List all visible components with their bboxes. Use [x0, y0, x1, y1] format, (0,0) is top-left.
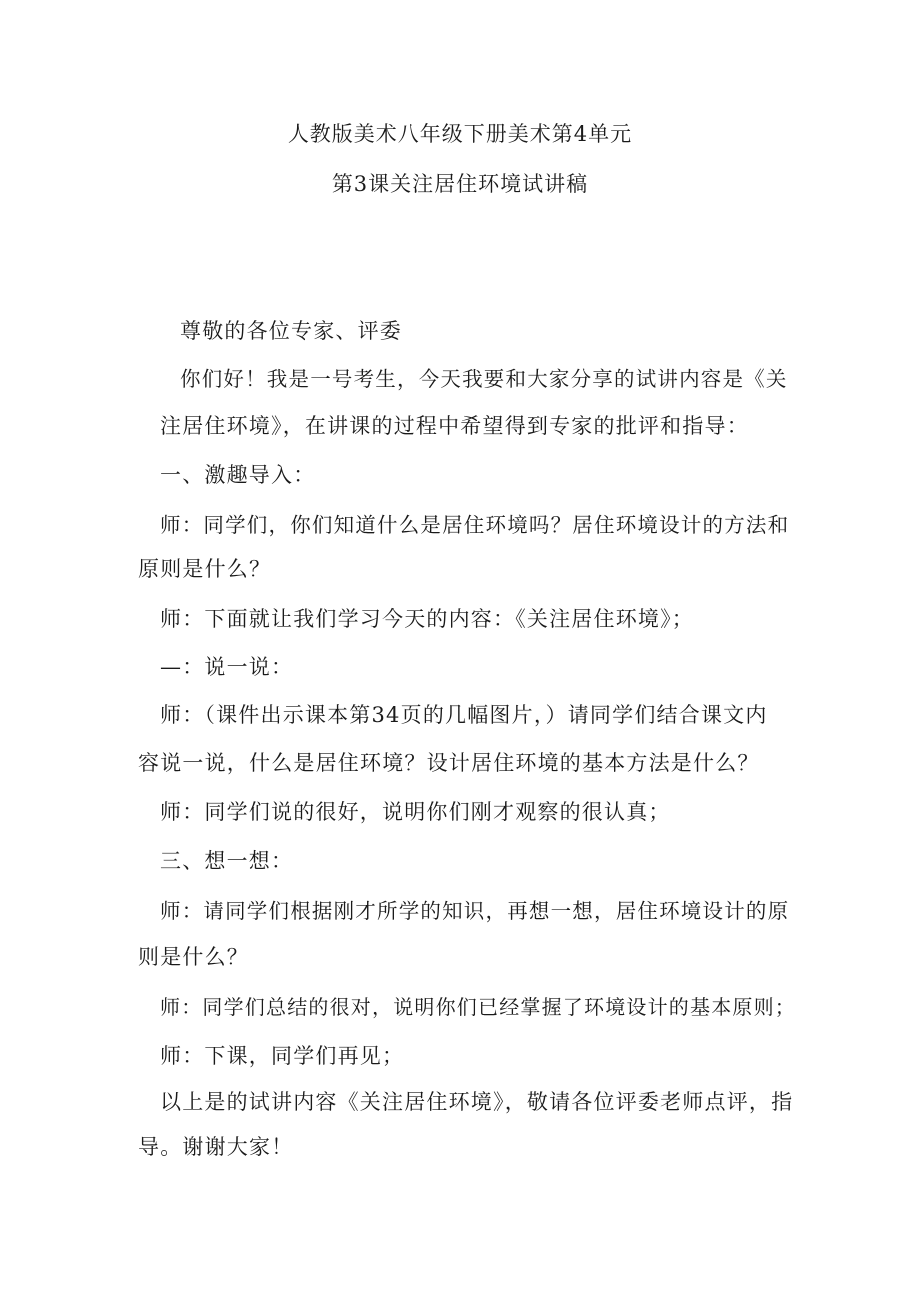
paragraph-teacher-1b: 原则是什么？: [138, 557, 272, 581]
paragraph-teacher-7: 师：下课，同学们再见；: [160, 1044, 405, 1068]
document-title-line-1: 人教版美术八年级下册美术第4单元: [287, 122, 633, 146]
paragraph-greeting: 尊敬的各位专家、评委: [180, 319, 402, 343]
paragraph-teacher-4: 师：同学们说的很好，说明你们刚才观察的很认真；: [160, 800, 671, 824]
paragraph-teacher-3a: 师：（课件出示课本第34页的几幅图片，）请同学们结合课文内: [160, 703, 768, 727]
paragraph-closing-1: 以上是的试讲内容《关注居住环境》，敬请各位评委老师点评，指: [160, 1090, 794, 1114]
paragraph-teacher-6: 师：同学们总结的很对，说明你们已经掌握了环境设计的基本原则；: [160, 995, 796, 1019]
paragraph-teacher-1a: 师：同学们，你们知道什么是居住环境吗？居住环境设计的方法和: [160, 513, 790, 537]
section-heading-2: —：说一说：: [160, 655, 294, 679]
section-heading-1: 一、激趣导入：: [160, 463, 316, 487]
paragraph-intro-1: 你们好！我是一号考生，今天我要和大家分享的试讲内容是《关: [180, 367, 788, 391]
document-title-line-2: 第3课关注居住环境试讲稿: [331, 172, 589, 196]
section-heading-3: 三、想一想：: [160, 849, 294, 873]
paragraph-teacher-2: 师：下面就让我们学习今天的内容：《关注居住环境》；: [160, 607, 694, 631]
paragraph-teacher-5a: 师：请同学们根据刚才所学的知识，再想一想，居住环境设计的原: [160, 899, 790, 923]
paragraph-intro-2: 注居住环境》，在讲课的过程中希望得到专家的批评和指导：: [160, 414, 749, 438]
paragraph-teacher-3b: 容说一说，什么是居住环境？设计居住环境的基本方法是什么？: [138, 751, 760, 775]
paragraph-closing-2: 导。谢谢大家！: [138, 1135, 294, 1159]
paragraph-teacher-5b: 则是什么？: [138, 945, 249, 969]
